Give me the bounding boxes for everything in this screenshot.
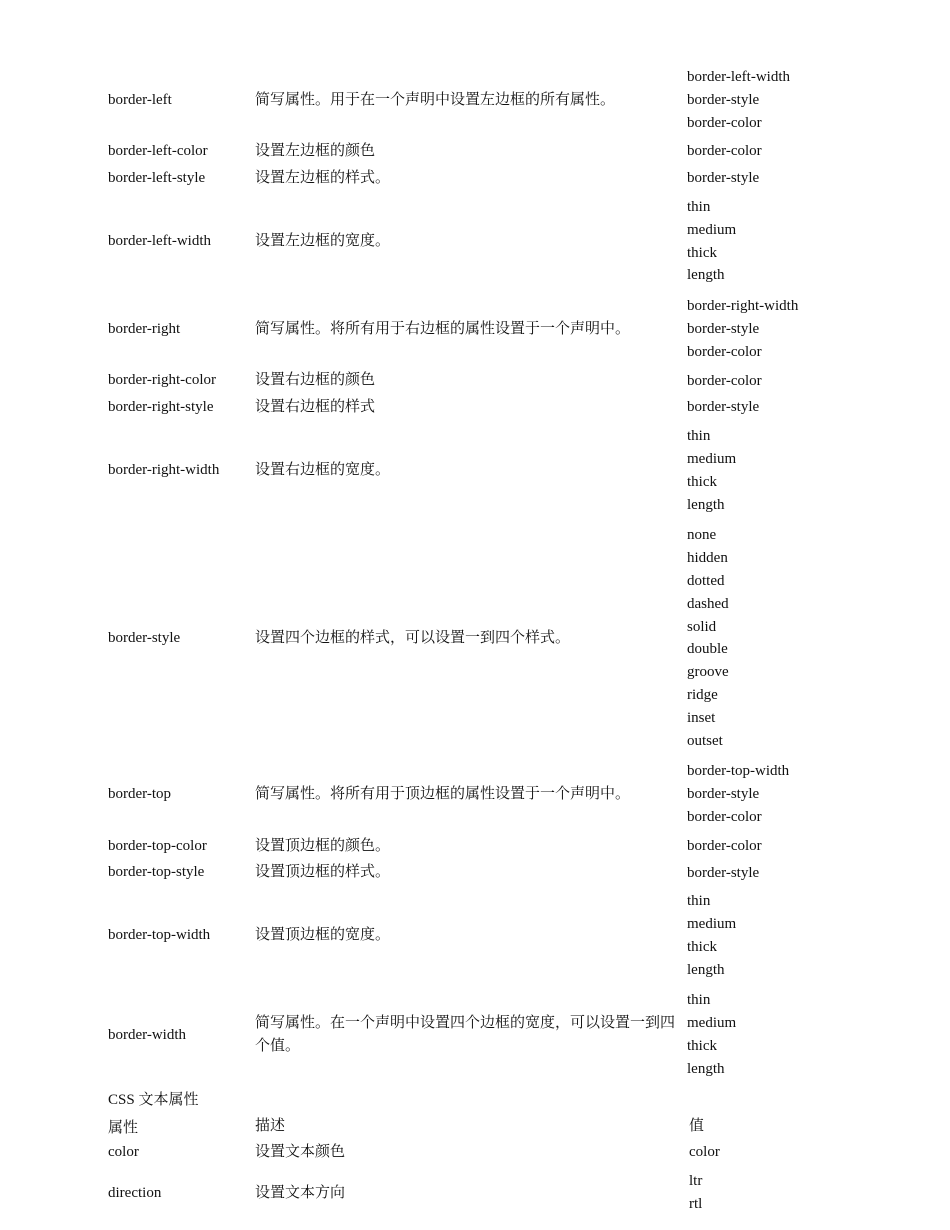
property-value: border-color [687, 143, 762, 160]
property-value: thick [687, 938, 717, 955]
property-name: border-top-style [108, 864, 205, 881]
property-value: border-color [687, 114, 762, 131]
property-values [687, 860, 759, 887]
property-description: 设置四个边框的样式，可以设置一到四个样式。 [255, 629, 571, 646]
table-row [0, 62, 950, 138]
property-value: rtl [689, 1196, 703, 1213]
table-row [0, 421, 950, 520]
property-value: medium [687, 450, 737, 467]
property-value: border-color [687, 808, 762, 825]
header-value: 值 [689, 1117, 705, 1134]
table-row [0, 833, 950, 860]
property-description: 简写属性。用于在一个声明中设置左边框的所有属性。 [255, 91, 616, 108]
property-value: length [687, 267, 725, 284]
property-values [687, 421, 736, 520]
property-values [687, 62, 790, 138]
table-header-row [0, 1113, 950, 1140]
property-value: border-style [687, 170, 760, 187]
property-values [687, 886, 736, 985]
property-value: inset [687, 709, 716, 726]
property-description: 设置顶边框的颜色。 [255, 837, 391, 854]
property-value: thin [687, 198, 711, 215]
property-name: border-right [108, 320, 181, 337]
property-name: border-left-width [108, 233, 211, 250]
property-value: border-style [687, 864, 760, 881]
property-value: length [687, 496, 725, 513]
property-value: border-style [687, 786, 760, 803]
property-value: border-color [687, 837, 762, 854]
property-description: 设置右边框的颜色 [255, 372, 376, 389]
property-name: border-width [108, 1026, 187, 1043]
property-values [687, 1166, 702, 1220]
property-value: thin [687, 992, 711, 1009]
section-title: CSS 文本属性 [108, 1091, 199, 1108]
table-row [0, 1139, 950, 1166]
property-value: border-color [687, 343, 762, 360]
table-row [0, 192, 950, 291]
property-values [687, 394, 759, 421]
property-value: border-top-width [687, 763, 790, 780]
property-name: border-left [108, 91, 172, 108]
property-value: hidden [687, 550, 728, 567]
table-row [0, 756, 950, 832]
header-property: 属性 [108, 1119, 139, 1136]
table-row [0, 886, 950, 985]
property-name: border-left-style [108, 170, 206, 187]
property-name: border-left-color [108, 143, 208, 160]
property-value: border-style [687, 399, 760, 416]
property-description: 简写属性。将所有用于顶边框的属性设置于一个声明中。 [255, 786, 631, 802]
table-row [0, 165, 950, 192]
property-name: border-right-color [108, 372, 216, 389]
property-values [687, 985, 736, 1084]
property-description: 设置左边框的颜色 [255, 143, 376, 160]
table-row [0, 1166, 950, 1220]
property-values [687, 138, 762, 165]
property-value: thick [687, 473, 717, 490]
property-value: border-left-width [687, 69, 790, 85]
property-values [687, 833, 762, 860]
property-value: thick [687, 244, 717, 261]
table-row [0, 291, 950, 367]
property-value: length [687, 961, 725, 978]
property-value: color [689, 1144, 720, 1161]
property-value: ltr [689, 1173, 703, 1190]
property-value: border-style [687, 320, 760, 337]
property-values [687, 756, 789, 832]
property-value: thin [687, 428, 711, 445]
property-name: border-top-color [108, 837, 207, 854]
property-description: 设置左边框的样式。 [255, 170, 391, 187]
property-value: thin [687, 893, 711, 910]
property-values [687, 1139, 720, 1166]
property-name: border-right-style [108, 399, 214, 416]
property-value: border-right-width [687, 298, 799, 315]
table-row [0, 860, 950, 887]
css-property-reference [0, 62, 950, 1220]
property-value: dashed [687, 595, 729, 612]
property-value: length [687, 1060, 725, 1077]
property-value: border-style [687, 91, 760, 108]
property-values [687, 368, 762, 395]
property-description: 设置文本方向 [255, 1184, 346, 1201]
border-properties-table [0, 62, 950, 1085]
text-properties-table [0, 1139, 950, 1219]
property-name: border-top-width [108, 927, 211, 944]
property-description: 设置左边框的宽度。 [255, 233, 391, 250]
property-value: solid [687, 618, 717, 635]
table-row [0, 520, 950, 756]
property-value: ridge [687, 686, 718, 703]
property-value: border-color [687, 372, 762, 389]
property-value: medium [687, 221, 737, 238]
property-name: border-top [108, 786, 172, 802]
property-values [687, 520, 729, 756]
header-value-cell [687, 1113, 704, 1140]
property-description: 设置右边框的样式 [255, 399, 376, 416]
property-name: direction [108, 1184, 162, 1201]
property-value: dotted [687, 572, 725, 589]
property-description: 设置右边框的宽度。 [255, 462, 391, 479]
property-value: outset [687, 732, 723, 749]
property-description: 设置顶边框的宽度。 [255, 927, 391, 944]
property-description: 简写属性。在一个声明中设置四个边框的宽度，可以设置一到四个值。 [255, 1015, 676, 1055]
property-values [687, 192, 736, 291]
table-row [0, 368, 950, 395]
table-row [0, 985, 950, 1084]
property-values [687, 165, 759, 192]
property-description: 设置文本颜色 [255, 1144, 346, 1161]
property-description: 设置顶边框的样式。 [255, 864, 391, 881]
table-row [0, 138, 950, 165]
property-values [687, 291, 798, 367]
property-value: groove [687, 664, 729, 681]
property-name: border-style [108, 629, 181, 646]
header-description: 描述 [255, 1117, 286, 1134]
property-value: thick [687, 1038, 717, 1055]
property-name: border-right-width [108, 462, 220, 479]
property-description: 简写属性。将所有用于右边框的属性设置于一个声明中。 [255, 320, 631, 337]
property-value: none [687, 527, 717, 544]
property-name: color [108, 1144, 139, 1161]
property-value: medium [687, 916, 737, 933]
table-row [0, 394, 950, 421]
property-value: medium [687, 1015, 737, 1032]
property-value: double [687, 641, 728, 658]
